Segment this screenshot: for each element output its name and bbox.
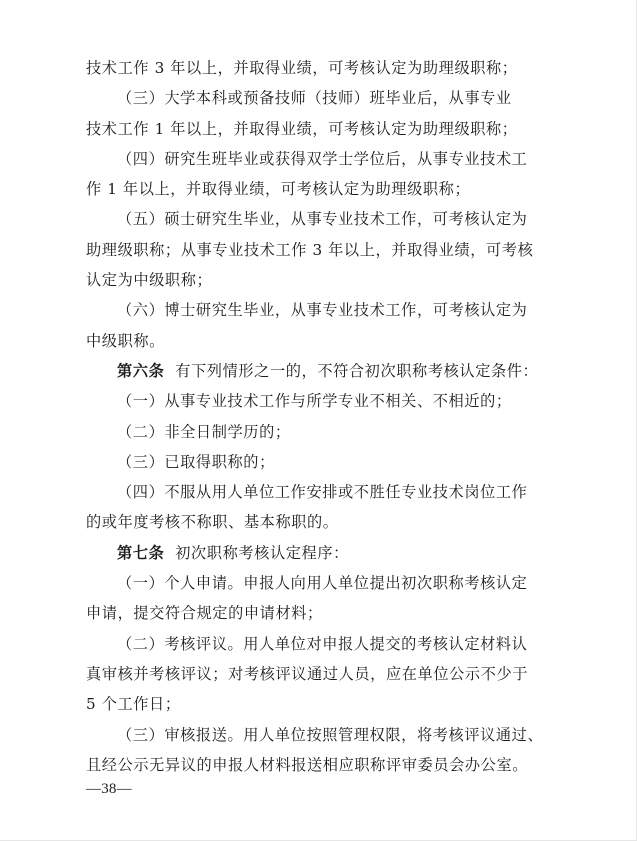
article-6-heading-line [86, 356, 556, 386]
text-line-19: 申请，提交符合规定的申请材料； [86, 604, 323, 623]
text-line-3: 技术工作 1 年以上，并取得业绩，可考核认定为助理级职称； [86, 119, 518, 138]
text-line-21: 真审核并考核评议；对考核评议通过人员，应在单位公示不少于 [86, 664, 529, 683]
text-line-5: 作 1 年以上，并取得业绩，可考核认定为助理级职称； [86, 180, 471, 199]
text-line-2: （三）大学本科或预备技师（技师）班毕业后，从事专业 [117, 89, 512, 108]
text-line-23: （三）审核报送。用人单位按照管理权限，将考核评议通过、 [117, 725, 544, 744]
article-7-heading-line [86, 538, 556, 568]
text-line-16: 的或年度考核不称职、基本称职的。 [86, 513, 339, 532]
text-line-15: （四）不服从用人单位工作安排或不胜任专业技术岗位工作 [117, 483, 528, 502]
article-7-text: 初次职称考核认定程序： [175, 543, 349, 562]
article-7-label: 第七条 [117, 543, 165, 562]
text-line-24: 且经公示无异议的申报人材料报送相应职称评审委员会办公室。 [86, 755, 529, 774]
text-line-14: （三）已取得职称的； [117, 452, 275, 471]
text-line-12: （一）从事专业技术工作与所学专业不相关、不相近的； [117, 392, 512, 411]
text-line-18: （一）个人申请。申报人向用人单位提出初次职称考核认定 [117, 574, 528, 593]
article-6-text: 有下列情形之一的，不符合初次职称考核认定条件： [175, 361, 539, 380]
text-line-22: 5 个工作日； [86, 695, 181, 714]
document-body [86, 53, 556, 780]
article-6-label: 第六条 [117, 361, 165, 380]
text-line-4: （四）研究生班毕业或获得双学士学位后，从事专业技术工 [117, 149, 528, 168]
page-number: —38— [86, 781, 132, 797]
text-line-9: （六）博士研究生毕业，从事专业技术工作，可考核认定为 [117, 301, 528, 320]
text-line-10: 中级职称。 [86, 331, 165, 350]
text-line-7: 助理级职称；从事专业技术工作 3 年以上，并取得业绩，可考核 [86, 240, 534, 259]
text-line-1: 技术工作 3 年以上，并取得业绩，可考核认定为助理级职称； [86, 59, 518, 77]
text-line-20: （二）考核评议。用人单位对申报人提交的考核认定材料认 [117, 634, 528, 653]
text-line-13: （二）非全日制学历的； [117, 422, 291, 441]
text-line-8: 认定为中级职称； [86, 271, 213, 290]
text-line-6: （五）硕士研究生毕业，从事专业技术工作，可考核认定为 [117, 210, 528, 229]
